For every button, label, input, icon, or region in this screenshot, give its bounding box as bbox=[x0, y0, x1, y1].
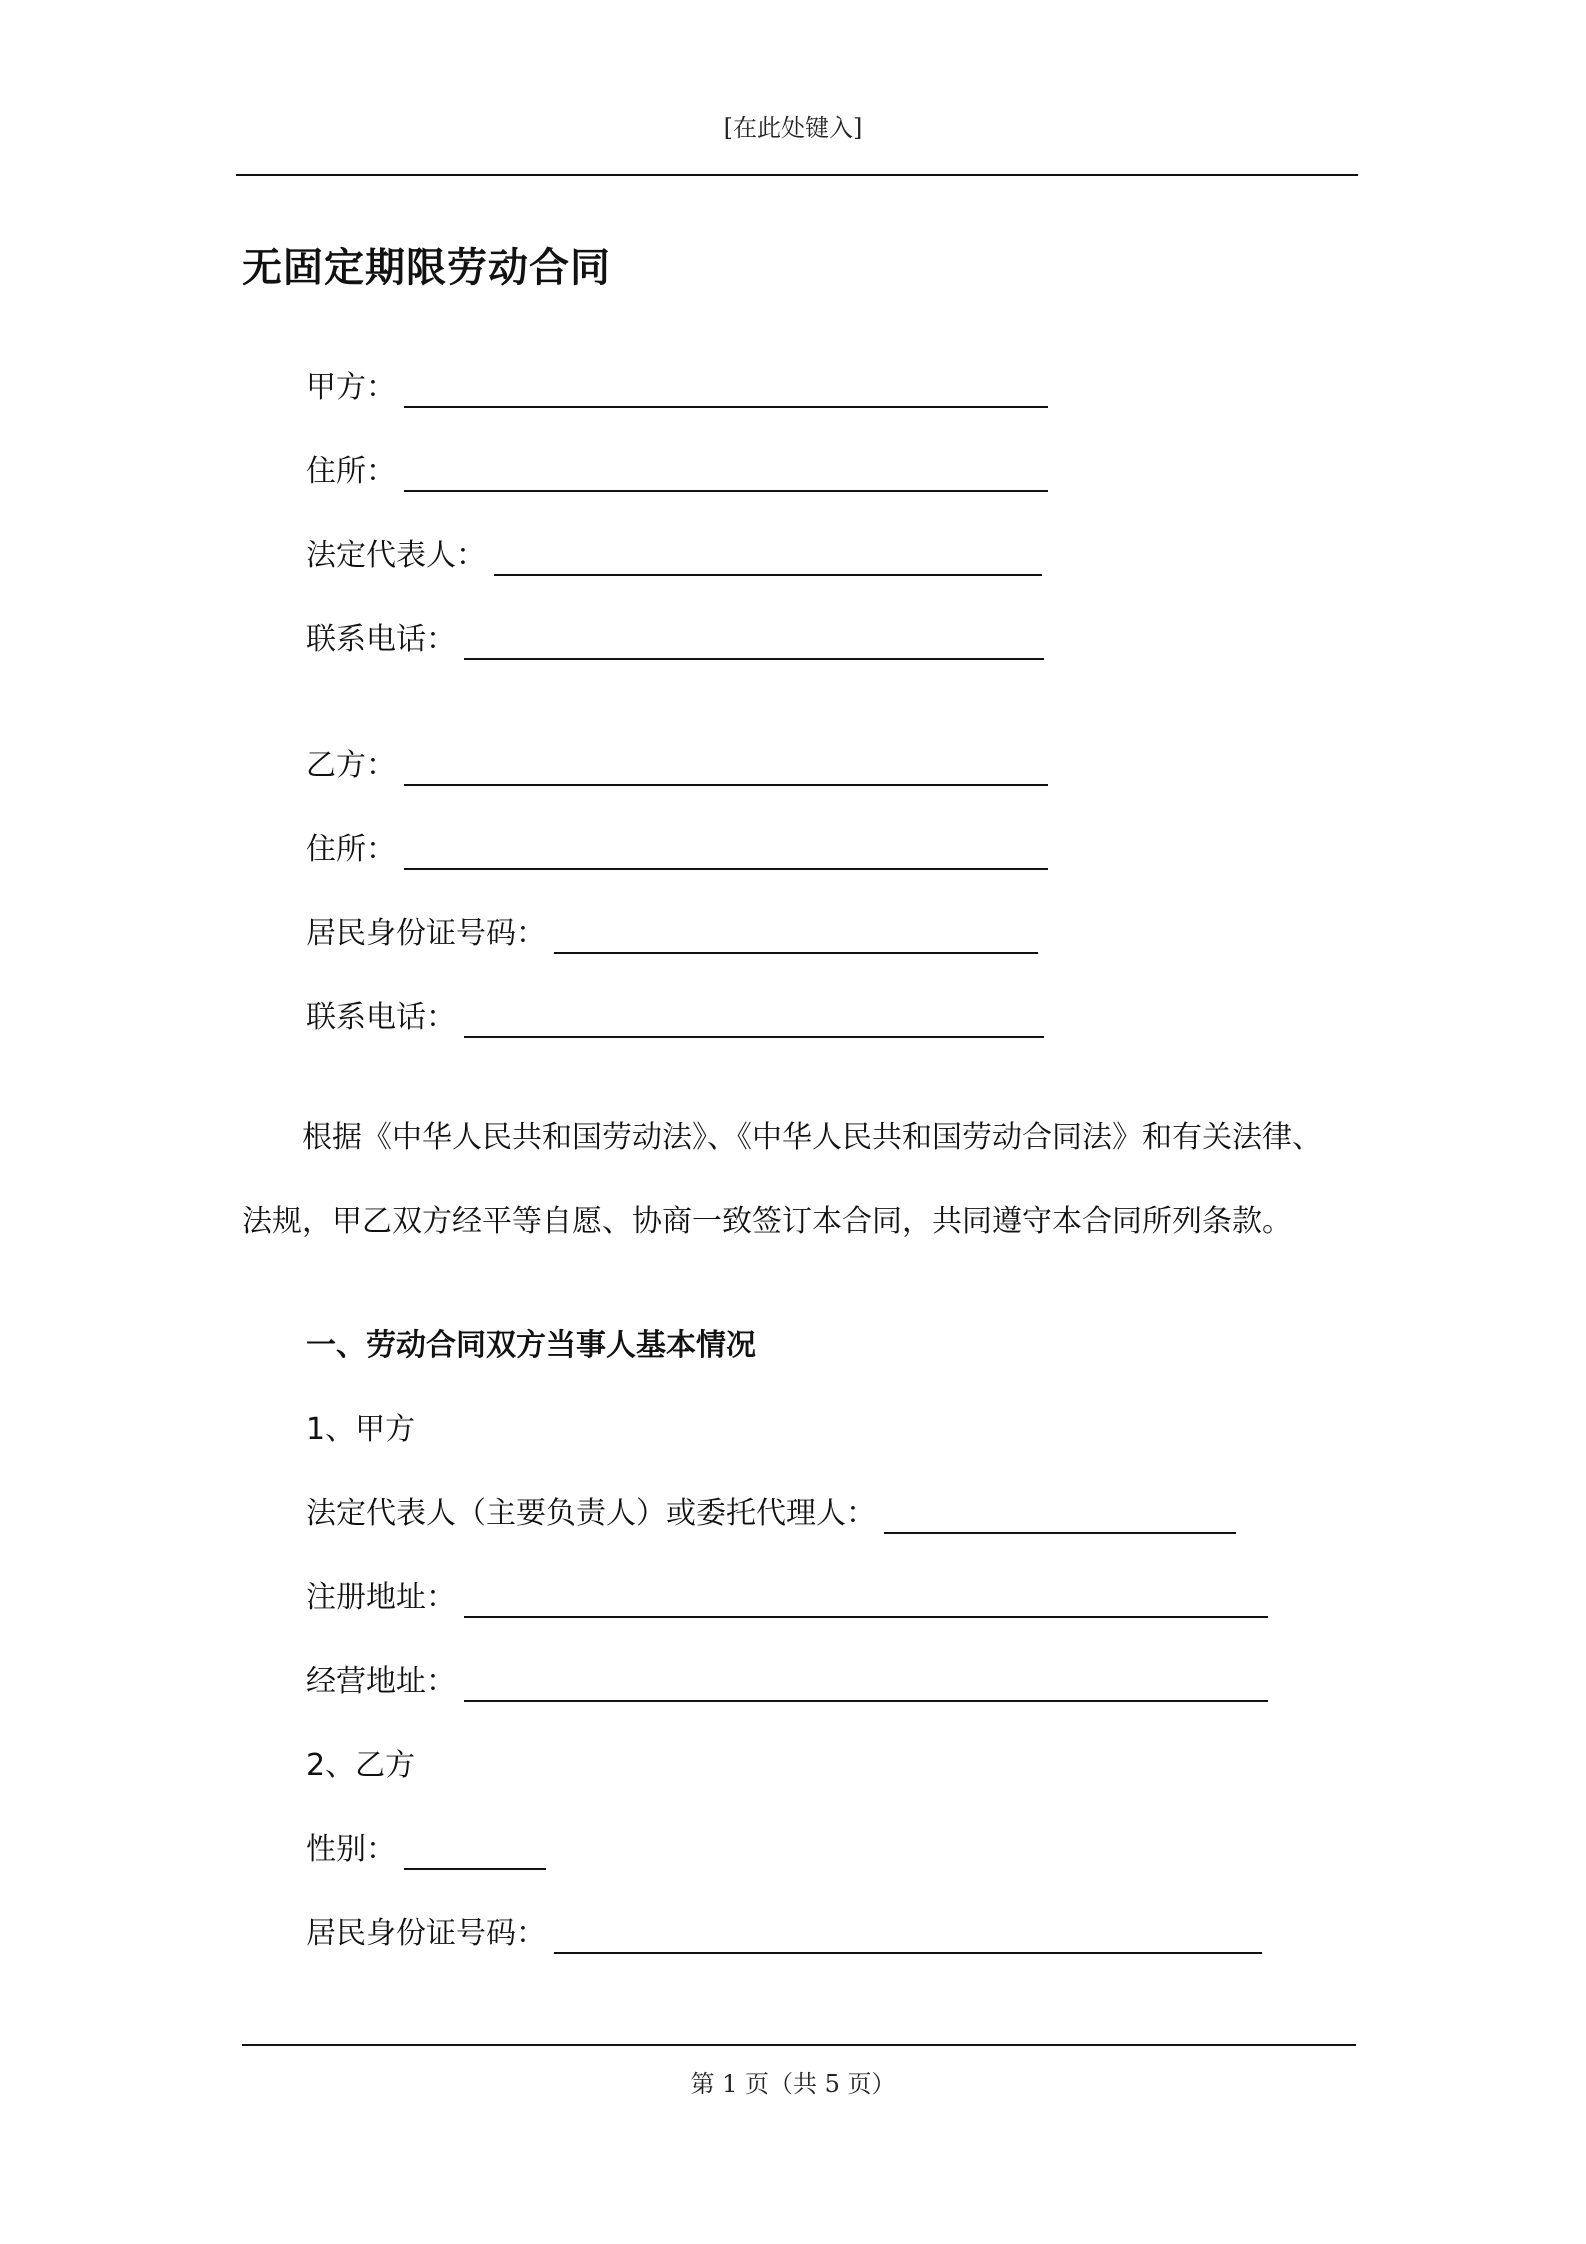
party-b-address-row bbox=[306, 822, 1048, 870]
party-b-name-row bbox=[306, 738, 1048, 786]
section-rep-row bbox=[306, 1486, 1236, 1534]
party-b-id-label: 居民身份证号码： bbox=[306, 916, 546, 951]
party-a-address-field[interactable] bbox=[404, 450, 1048, 492]
party-a-name-row bbox=[306, 360, 1048, 408]
registered-address-row bbox=[306, 1570, 1268, 1618]
party-b-name-label: 乙方： bbox=[306, 748, 396, 783]
party-a-phone-row bbox=[306, 612, 1044, 660]
party-a-heading: 1、甲方 bbox=[306, 1412, 416, 1447]
party-a-address-label: 住所： bbox=[306, 454, 396, 489]
party-a-name-label: 甲方： bbox=[306, 370, 396, 405]
party-b-name-field[interactable] bbox=[404, 744, 1048, 786]
section-1-title: 一、劳动合同双方当事人基本情况 bbox=[306, 1328, 756, 1363]
business-address-field[interactable] bbox=[464, 1660, 1268, 1702]
party-b-id-section-row bbox=[306, 1906, 1262, 1954]
section-rep-field[interactable] bbox=[884, 1492, 1236, 1534]
gender-label: 性别： bbox=[306, 1832, 396, 1867]
page-number: 第 1 页（共 5 页） bbox=[690, 2070, 896, 2098]
business-address-row bbox=[306, 1654, 1268, 1702]
preamble-line-2: 法规，甲乙双方经平等自愿、协商一致签订本合同，共同遵守本合同所列条款。 bbox=[242, 1204, 1292, 1239]
gender-row bbox=[306, 1822, 546, 1870]
section-rep-label: 法定代表人（主要负责人）或委托代理人： bbox=[306, 1496, 876, 1531]
party-b-id-section-label: 居民身份证号码： bbox=[306, 1916, 546, 1951]
party-a-rep-row bbox=[306, 528, 1042, 576]
footer-divider bbox=[242, 2044, 1356, 2046]
party-b-id-field[interactable] bbox=[554, 912, 1038, 954]
party-a-address-row bbox=[306, 444, 1048, 492]
party-b-id-section-field[interactable] bbox=[554, 1912, 1262, 1954]
registered-address-field[interactable] bbox=[464, 1576, 1268, 1618]
party-a-phone-label: 联系电话： bbox=[306, 622, 456, 657]
header-divider bbox=[236, 174, 1358, 176]
party-a-phone-field[interactable] bbox=[464, 618, 1044, 660]
party-b-heading: 2、乙方 bbox=[306, 1748, 416, 1783]
party-b-address-label: 住所： bbox=[306, 832, 396, 867]
party-a-rep-label: 法定代表人： bbox=[306, 538, 486, 573]
gender-field[interactable] bbox=[404, 1828, 546, 1870]
business-address-label: 经营地址： bbox=[306, 1664, 456, 1699]
party-a-rep-field[interactable] bbox=[494, 534, 1042, 576]
registered-address-label: 注册地址： bbox=[306, 1580, 456, 1615]
party-b-phone-label: 联系电话： bbox=[306, 1000, 456, 1035]
party-a-name-field[interactable] bbox=[404, 366, 1048, 408]
party-b-address-field[interactable] bbox=[404, 828, 1048, 870]
party-b-phone-row bbox=[306, 990, 1044, 1038]
document-title: 无固定期限劳动合同 bbox=[242, 245, 611, 291]
page-header: [在此处键入] bbox=[723, 114, 863, 142]
preamble-line-1: 根据《中华人民共和国劳动法》、《中华人民共和国劳动合同法》和有关法律、 bbox=[242, 1120, 1322, 1155]
party-b-id-row bbox=[306, 906, 1038, 954]
party-b-phone-field[interactable] bbox=[464, 996, 1044, 1038]
